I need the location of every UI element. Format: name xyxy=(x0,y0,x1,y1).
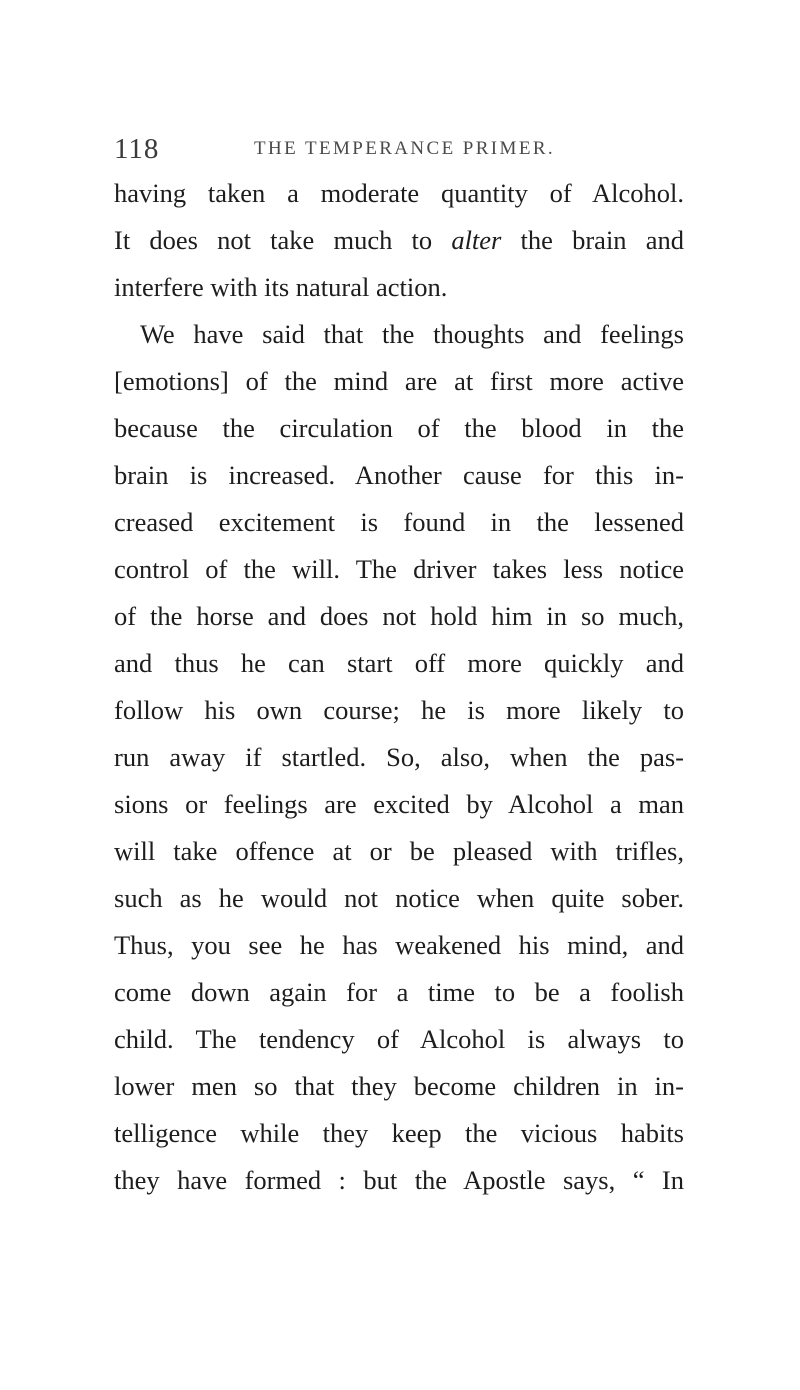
text-line-3: interfere with its natural action. xyxy=(114,272,448,302)
text-line-2-start: It does not take much to xyxy=(114,225,452,255)
text-line-21: telligence while they keep the vicious habits xyxy=(114,1118,684,1148)
text-line-22: they have formed : but the Apostle says, “ In xyxy=(114,1165,684,1195)
text-line-2 xyxy=(114,217,684,264)
text-line-4: We have said that the thoughts and feelings xyxy=(140,319,684,349)
text-line-13: run away if startled. So, also, when the pas- xyxy=(114,742,684,772)
text-line-17: Thus, you see he has weakened his mind, and xyxy=(114,930,684,960)
text-line-12: follow his own course; he is more likely to xyxy=(114,695,684,725)
text-line-8: creased excitement is found in the lessened xyxy=(114,507,684,537)
text-line-18: come down again for a time to be a foolish xyxy=(114,977,684,1007)
text-line-10: of the horse and does not hold him in so much, xyxy=(114,601,684,631)
page-number: 118 xyxy=(114,133,160,165)
text-line-20: lower men so that they become children in in- xyxy=(114,1071,684,1101)
text-line-9: control of the will. The driver takes less notice xyxy=(114,554,684,584)
text-line-15: will take offence at or be pleased with trifles, xyxy=(114,836,684,866)
italic-word: alter xyxy=(451,225,502,255)
text-line-14: sions or feelings are excited by Alcohol a man xyxy=(114,789,684,819)
text-line-7: brain is increased. Another cause for this in- xyxy=(114,460,684,490)
text-line-2-end: the brain and xyxy=(501,225,684,255)
text-line-6: because the circulation of the blood in the xyxy=(114,413,684,443)
text-line-19: child. The tendency of Alcohol is always to xyxy=(114,1024,684,1054)
running-title: THE TEMPERANCE PRIMER. xyxy=(254,138,556,159)
text-line-11: and thus he can start off more quickly and xyxy=(114,648,684,678)
text-line-5: [emotions] of the mind are at first more active xyxy=(114,366,684,396)
text-line-1: having taken a moderate quantity of Alcohol. xyxy=(114,178,684,208)
body-text xyxy=(114,170,684,1204)
text-line-16: such as he would not notice when quite sober. xyxy=(114,883,684,913)
page-header xyxy=(114,133,674,167)
